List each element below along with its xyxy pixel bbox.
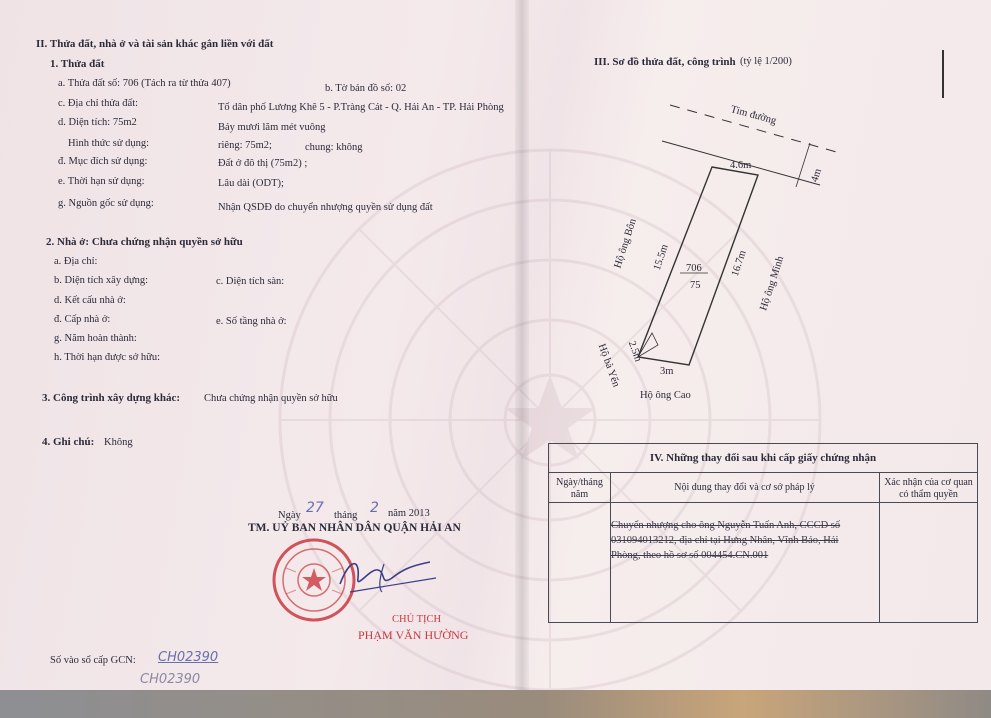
top-dimension: 4.6m (730, 160, 752, 171)
house-title: 2. Nhà ở: Chưa chứng nhận quyền sở hữu (46, 236, 243, 248)
signer-role: CHỦ TỊCH (392, 614, 442, 625)
house-year: g. Năm hoàn thành: (54, 333, 137, 344)
header-divider (549, 502, 977, 503)
section-iii-heading: III. Sơ đồ thửa đất, công trình (594, 56, 736, 68)
purpose-value: Đất ở đô thị (75m2) ; (218, 158, 308, 169)
sign-day-label: Ngày (278, 510, 301, 521)
land-plot-title: 1. Thửa đất (50, 58, 105, 70)
sign-day-value: 27 (306, 500, 324, 516)
date-header: Ngày/tháng năm (556, 477, 603, 500)
usage-form-label: Hình thức sử dụng: (68, 138, 150, 149)
term-label: e. Thời hạn sử dụng: (58, 176, 145, 187)
term-value: Lâu dài (ODT); (218, 178, 284, 189)
page-fold (515, 0, 529, 700)
signature-icon (330, 548, 440, 598)
bottom-neighbor: Hộ ông Cao (640, 390, 691, 401)
house-floor-area: c. Diện tích sàn: (216, 276, 285, 287)
note-value: Không (104, 437, 133, 448)
bottom-left-neighbor: Hộ bà Yến (595, 342, 622, 389)
change-entry-line-3: Phòng, theo hồ sơ số 004454.CN.001 (611, 550, 769, 561)
map-sheet-number: b. Tờ bản đồ số: 02 (325, 83, 407, 94)
bottom-dimension: 3m (660, 366, 674, 377)
changes-title: IV. Những thay đổi sau khi cấp giấy chứng nhận (549, 444, 977, 473)
content-column (610, 472, 880, 622)
right-dimension: 16.7m (729, 249, 749, 278)
table-surface (0, 690, 991, 718)
origin-label: g. Nguồn gốc sử dụng: (58, 198, 154, 209)
note-label: 4. Ghi chú: (42, 436, 95, 448)
sign-month-label: tháng (334, 510, 358, 521)
parcel-diagram (590, 95, 850, 415)
house-structure: d. Kết cấu nhà ở: (54, 295, 126, 306)
area-value: Bảy mươi lăm mét vuông (218, 122, 326, 133)
purpose-label: đ. Mục đích sử dụng: (58, 156, 148, 167)
address-value: Tổ dân phố Lương Khê 5 - P.Tràng Cát - Q. Hải An - TP. Hải Phòng (218, 102, 504, 113)
house-address: a. Địa chỉ: (54, 256, 98, 267)
left-neighbor: Hộ ông Bôn (612, 217, 639, 270)
usage-common: chung: không (305, 142, 363, 153)
changes-table (548, 443, 978, 623)
registry-value: CH02390 (158, 650, 219, 665)
road-width: 4m (809, 167, 825, 184)
registry-note: CH02390 (140, 672, 201, 687)
signer-name: PHẠM VĂN HƯỜNG (358, 628, 469, 642)
diagram-scale: (tỷ lệ 1/200) (740, 56, 792, 67)
house-build-area: b. Diện tích xây dựng: (54, 275, 149, 286)
confirm-header: Xác nhận của cơ quan có thẩm quyền (884, 477, 973, 500)
house-ownership-term: h. Thời hạn được sở hữu: (54, 352, 161, 363)
content-header: Nội dung thay đổi và cơ sở pháp lý (674, 482, 815, 493)
change-entry-line-2: 031094013212, địa chỉ tại Hưng Nhân, Vĩnh Bảo, Hải (611, 535, 839, 546)
issuing-authority: TM. UỶ BAN NHÂN DÂN QUẬN HẢI AN (248, 522, 461, 534)
other-works-label: 3. Công trình xây dựng khác: (42, 392, 181, 404)
sign-year: năm 2013 (388, 508, 430, 519)
change-entry-line-1: Chuyển nhượng cho ông Nguyễn Tuấn Anh, CCCD số (611, 520, 841, 531)
binder-mark (942, 50, 944, 98)
corner-dimension: 2.5m (625, 339, 644, 364)
house-floors: e. Số tầng nhà ở: (216, 316, 287, 327)
left-dimension: 15.5m (651, 243, 671, 272)
parcel-area: 75 (690, 280, 701, 291)
section-ii-heading: II. Thửa đất, nhà ở và tài sản khác gắn liền với đất (36, 38, 274, 50)
right-neighbor: Hộ ông Minh (758, 254, 787, 313)
sign-month-value: 2 (370, 500, 379, 516)
origin-value: Nhận QSDĐ do chuyển nhượng quyền sử dụng đất (218, 202, 433, 213)
registry-label: Số vào sổ cấp GCN: (50, 655, 136, 666)
road-label: Tim đường (729, 104, 778, 127)
usage-private: riêng: 75m2; (218, 140, 272, 151)
area-label: d. Diện tích: 75m2 (58, 117, 137, 128)
other-works-value: Chưa chứng nhận quyền sở hữu (204, 393, 338, 404)
plot-number: a. Thửa đất số: 706 (Tách ra từ thửa 407) (58, 78, 231, 89)
house-grade: đ. Cấp nhà ở: (54, 314, 111, 325)
address-label: c. Địa chỉ thửa đất: (58, 98, 139, 109)
parcel-number: 706 (686, 263, 702, 274)
